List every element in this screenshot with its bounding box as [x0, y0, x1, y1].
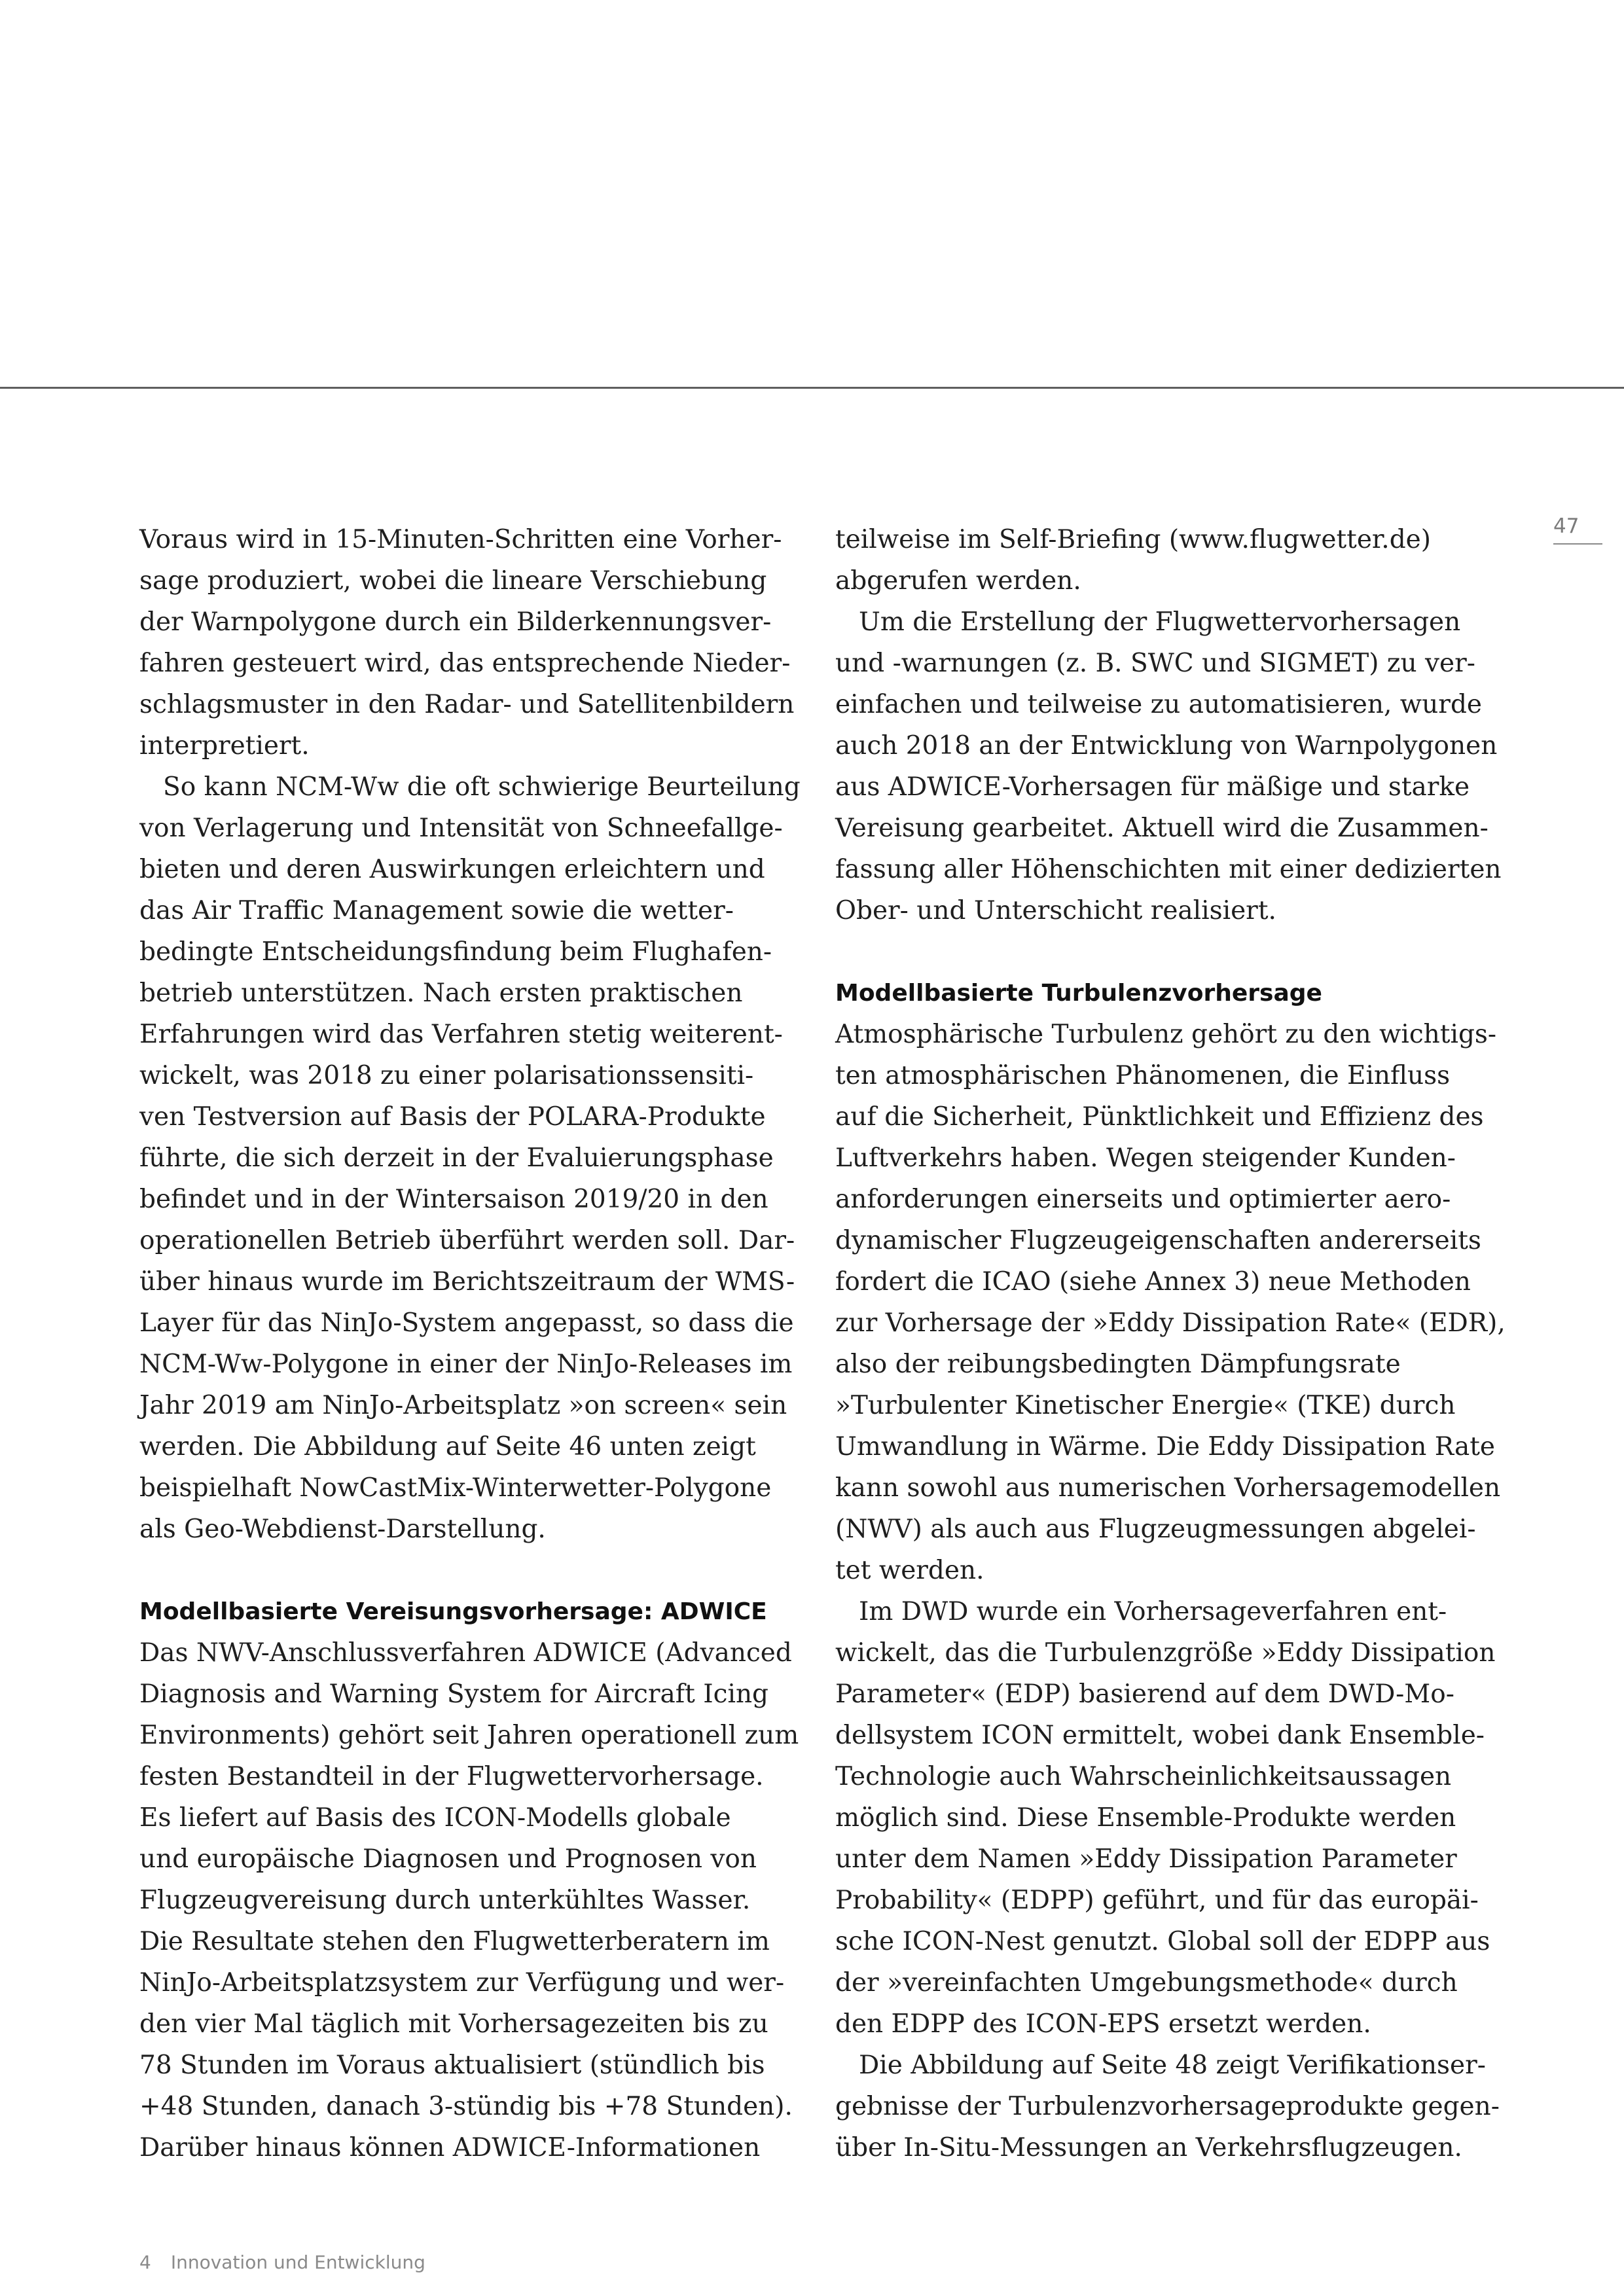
text-line: Es liefert auf Basis des ICON-Modells globale: [139, 1803, 731, 1833]
text-line: über hinaus wurde im Berichtszeitraum der WMS-: [139, 1267, 795, 1297]
text-line: teilweise im Self-Briefing (www.flugwetter.de): [835, 525, 1431, 554]
text-line: Layer für das NinJo-System angepasst, so dass die: [139, 1308, 794, 1338]
text-line: operationellen Betrieb überführt werden soll. Dar-: [139, 1226, 795, 1255]
paragraph-gap: [139, 1550, 794, 1591]
text-line: wickelt, was 2018 zu einer polarisationssensiti-: [139, 1061, 754, 1090]
text-line: einfachen und teilweise zu automatisieren, wurde: [835, 690, 1482, 719]
text-line: führte, die sich derzeit in der Evaluierungsphase: [139, 1143, 774, 1173]
footer-number: 4: [139, 2251, 151, 2273]
paragraph-first-line: Die Abbildung auf Seite 48 zeigt Verifikationser-: [859, 2051, 1486, 2080]
left-column: [139, 519, 801, 2168]
text-line: das Air Traffic Management sowie die wetter-: [139, 896, 734, 925]
text-line: und -warnungen (z. B. SWC und SIGMET) zu ver-: [835, 649, 1475, 678]
text-line: unter dem Namen »Eddy Dissipation Parameter: [835, 1844, 1457, 1874]
text-line: Erfahrungen wird das Verfahren stetig weiterent-: [139, 1020, 783, 1049]
text-line: den vier Mal täglich mit Vorhersagezeiten bis zu: [139, 2009, 768, 2039]
text-line: Technologie auch Wahrscheinlichkeitsaussagen: [835, 1762, 1452, 1791]
text-line: Environments) gehört seit Jahren operationell zum: [139, 1721, 799, 1750]
text-line: Das NWV-Anschlussverfahren ADWICE (Advanced: [139, 1638, 792, 1668]
text-line: als Geo-Webdienst-Darstellung.: [139, 1515, 546, 1544]
footer: [139, 2250, 425, 2276]
text-line: ven Testversion auf Basis der POLARA-Produkte: [139, 1102, 766, 1132]
text-line: interpretiert.: [139, 731, 310, 761]
text-line: bieten und deren Auswirkungen erleichtern und: [139, 855, 765, 884]
text-line: der Warnpolygone durch ein Bilderkennungsver-: [139, 607, 772, 637]
text-line: und europäische Diagnosen und Prognosen von: [139, 1844, 757, 1874]
text-line: aus ADWICE-Vorhersagen für mäßige und starke: [835, 772, 1470, 802]
text-line: wickelt, das die Turbulenzgröße »Eddy Dissipation: [835, 1638, 1496, 1668]
text-line: 78 Stunden im Voraus aktualisiert (stündlich bis: [139, 2051, 765, 2080]
text-line: Die Resultate stehen den Flugwetterberatern im: [139, 1927, 770, 1956]
paragraph-first-line: So kann NCM-Ww die oft schwierige Beurteilung: [163, 772, 801, 802]
text-line: gebnisse der Turbulenzvorhersageprodukte gegen-: [835, 2092, 1500, 2121]
text-line: Probability« (EDPP) geführt, und für das europäi-: [835, 1886, 1479, 1915]
text-line: von Verlagerung und Intensität von Schneefallge-: [139, 814, 783, 843]
text-line: dellsystem ICON ermittelt, wobei dank Ensemble-: [835, 1721, 1485, 1750]
text-line: betrieb unterstützen. Nach ersten praktischen: [139, 978, 743, 1008]
text-line: Flugzeugvereisung durch unterkühltes Wasser.: [139, 1886, 751, 1915]
text-line: anforderungen einerseits und optimierter aero-: [835, 1185, 1451, 1214]
text-line: werden. Die Abbildung auf Seite 46 unten zeigt: [139, 1432, 756, 1462]
text-line: zur Vorhersage der »Eddy Dissipation Rate« (EDR),: [835, 1308, 1506, 1338]
text-line: bedingte Entscheidungsfindung beim Flughafen-: [139, 937, 772, 967]
paragraph-gap: [835, 931, 1490, 973]
section-heading: Modellbasierte Turbulenzvorhersage: [835, 980, 1322, 1007]
text-line: abgerufen werden.: [835, 566, 1081, 596]
text-line: Vereisung gearbeitet. Aktuell wird die Zusammen-: [835, 814, 1489, 843]
section-heading: Modellbasierte Vereisungsvorhersage: ADWICE: [139, 1598, 767, 1625]
text-line: kann sowohl aus numerischen Vorhersagemodellen: [835, 1473, 1501, 1503]
text-line: Umwandlung in Wärme. Die Eddy Dissipation Rate: [835, 1432, 1495, 1462]
text-line: sche ICON-Nest genutzt. Global soll der EDPP aus: [835, 1927, 1490, 1956]
text-line: den EDPP des ICON-EPS ersetzt werden.: [835, 2009, 1371, 2039]
page-number: 47: [1553, 511, 1602, 545]
text-line: Parameter« (EDP) basierend auf dem DWD-Mo-: [835, 1679, 1454, 1709]
text-line: befindet und in der Wintersaison 2019/20 in den: [139, 1185, 768, 1214]
paragraph-first-line: Um die Erstellung der Flugwettervorhersagen: [859, 607, 1461, 637]
header-rule: [0, 387, 1624, 389]
footer-section: Innovation und Entwicklung: [170, 2251, 425, 2273]
text-line: über In-Situ-Messungen an Verkehrsflugzeugen.: [835, 2133, 1462, 2162]
text-line: »Turbulenter Kinetischer Energie« (TKE) durch: [835, 1391, 1456, 1420]
text-line: NCM-Ww-Polygone in einer der NinJo-Releases im: [139, 1350, 793, 1379]
text-line: +48 Stunden, danach 3-stündig bis +78 Stunden).: [139, 2092, 793, 2121]
text-line: auch 2018 an der Entwicklung von Warnpolygonen: [835, 731, 1498, 761]
text-line: schlagsmuster in den Radar- und Satellitenbildern: [139, 690, 795, 719]
text-line: Voraus wird in 15-Minuten-Schritten eine Vorher-: [139, 525, 782, 554]
text-line: fordert die ICAO (siehe Annex 3) neue Methoden: [835, 1267, 1471, 1297]
text-line: der »vereinfachten Umgebungsmethode« durch: [835, 1968, 1458, 1998]
text-line: beispielhaft NowCastMix-Winterwetter-Polygone: [139, 1473, 772, 1503]
text-line: fassung aller Höhenschichten mit einer dedizierten: [835, 855, 1502, 884]
text-line: also der reibungsbedingten Dämpfungsrate: [835, 1350, 1401, 1379]
text-line: Luftverkehrs haben. Wegen steigender Kunden-: [835, 1143, 1456, 1173]
text-line: auf die Sicherheit, Pünktlichkeit und Effizienz des: [835, 1102, 1484, 1132]
text-line: ten atmosphärischen Phänomenen, die Einfluss: [835, 1061, 1451, 1090]
paragraph-first-line: Im DWD wurde ein Vorhersageverfahren ent-: [859, 1597, 1447, 1626]
text-line: dynamischer Flugzeugeigenschaften andererseits: [835, 1226, 1481, 1255]
right-column: [835, 519, 1506, 2168]
text-line: möglich sind. Diese Ensemble-Produkte werden: [835, 1803, 1456, 1833]
text-line: Diagnosis and Warning System for Aircraft Icing: [139, 1679, 769, 1709]
text-line: (NWV) als auch aus Flugzeugmessungen abgelei-: [835, 1515, 1476, 1544]
text-line: sage produziert, wobei die lineare Verschiebung: [139, 566, 767, 596]
text-line: Atmosphärische Turbulenz gehört zu den wichtigs-: [835, 1020, 1497, 1049]
text-line: fahren gesteuert wird, das entsprechende Nieder-: [139, 649, 791, 678]
text-line: festen Bestandteil in der Flugwettervorhersage.: [139, 1762, 764, 1791]
text-line: tet werden.: [835, 1556, 984, 1585]
text-line: Ober- und Unterschicht realisiert.: [835, 896, 1276, 925]
text-line: NinJo-Arbeitsplatzsystem zur Verfügung und wer-: [139, 1968, 785, 1998]
text-line: Jahr 2019 am NinJo-Arbeitsplatz »on screen« sein: [139, 1391, 787, 1420]
text-line: Darüber hinaus können ADWICE-Informationen: [139, 2133, 761, 2162]
